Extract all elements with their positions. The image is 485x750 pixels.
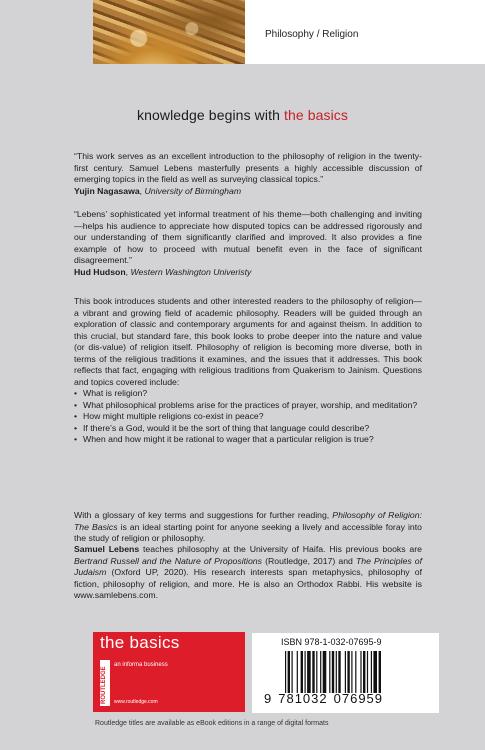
- author-bio: [74, 544, 422, 602]
- glossary-tail: is an ideal starting point for anyone seeking a lively and accessible foray into the study of religion or philosophy.: [74, 521, 422, 543]
- bio-book-title: Bertrand Russell and the Nature of Propositions: [74, 555, 262, 566]
- barcode-icon: [283, 651, 435, 693]
- review-2: [74, 209, 422, 278]
- list-item: • If there’s a God, would it be the sort of thing that language could describe?: [74, 423, 422, 435]
- review-1: [74, 151, 422, 197]
- tagline-accent: the basics: [283, 107, 348, 123]
- author-name: Samuel Lebens: [74, 544, 140, 554]
- list-item: • What is religion?: [74, 388, 422, 400]
- list-item: • What philosophical problems arise for the practices of prayer, worship, and meditation?: [74, 400, 422, 412]
- glossary-lead: With a glossary of key terms and suggestions for further reading,: [74, 510, 333, 520]
- barcode-digit-group: 9: [264, 691, 273, 706]
- list-item: • When and how might it be rational to wager that a particular religion is true?: [74, 434, 422, 446]
- glossary-text: [74, 510, 422, 545]
- publisher-tagline: an informa business: [114, 662, 168, 668]
- bio-segment: (Routledge, 2017) and: [262, 555, 356, 566]
- barcode-digit-group: 781032: [278, 691, 328, 706]
- isbn-label: ISBN 978-1-032-07695-9: [281, 637, 382, 647]
- bio-book-title: The Principles of Judaism: [74, 555, 422, 577]
- category-label: Philosophy / Religion: [265, 29, 359, 40]
- bio-segment: teaches philosophy at the University of Haifa. His previous books are: [139, 544, 422, 554]
- series-name: the basics: [100, 633, 180, 652]
- reviewer-name: Hud Hudson: [74, 266, 126, 277]
- description-text: This book introduces students and other interested readers to the philosophy of religion—a vibrant and growing field of academic philosophy. Readers will be guided through an exploration of classic and contemporary arguments for and against theism. In addition to this crucial, but standard fare, this book looks to probe deeper into the nature and value (or dis-value) of religion itself. Philosophy of religion is becoming more diverse, both in terms of the religious traditions it examines, and the issues that it addresses. This book reflects that fact, engaging with religious traditions from Quakerism to Jainism. Questions and topics covered include:: [74, 296, 422, 387]
- topics-list: [74, 388, 422, 446]
- barcode-digits: [264, 691, 436, 706]
- bio-text: [74, 544, 422, 602]
- book-title: Philosophy of Religion: The Basics: [74, 510, 422, 532]
- review-attribution: Yujin Nagasawa, University of Birmingham: [74, 185, 242, 196]
- series-tagline: [0, 107, 485, 123]
- review-quote: “Lebens’ sophisticated yet informal treatment of his theme—both challenging and inviting—helps his audience to appreciate how disputed topics can be addressed rigorously and our understanding of them significantly clarified and improved. It also provides a fine example of how to proceed with mutual benefit even in the face of significant disagreement.”: [74, 209, 422, 265]
- publisher-url: www.routledge.com: [114, 699, 158, 705]
- routledge-logo-text: ROUTLEDGE: [101, 666, 107, 704]
- ebook-note: Routledge titles are available as eBook editions in a range of digital formats: [95, 720, 329, 727]
- tagline-prefix: knowledge begins with: [136, 107, 280, 123]
- barcode-digit-group: 076959: [333, 691, 384, 706]
- cover-photo: [93, 0, 245, 64]
- review-attribution: Hud Hudson, Western Washington Univeristy: [74, 266, 252, 277]
- bio-segment: (Oxford UP, 2020). His research interests span metaphysics, philosophy of fiction, philosophy of religion, and more. He is also an Orthodox Rabbi. His website is www.samlebens.com.: [74, 567, 422, 600]
- reviewer-name: Yujin Nagasawa: [74, 185, 140, 196]
- review-quote: “This work serves as an excellent introduction to the philosophy of religion in the twenty-first century. Samuel Lebens masterfully presents a highly accessible discussion of emerging topics in the field as well as surveying classical topics.”: [74, 151, 422, 184]
- reviewer-affiliation: Western Washington Univeristy: [130, 266, 252, 277]
- reviewer-affiliation: University of Birmingham: [144, 185, 242, 196]
- list-item: • How might multiple religions co-exist in peace?: [74, 411, 422, 423]
- book-description: [74, 296, 422, 446]
- glossary-paragraph: [74, 510, 422, 545]
